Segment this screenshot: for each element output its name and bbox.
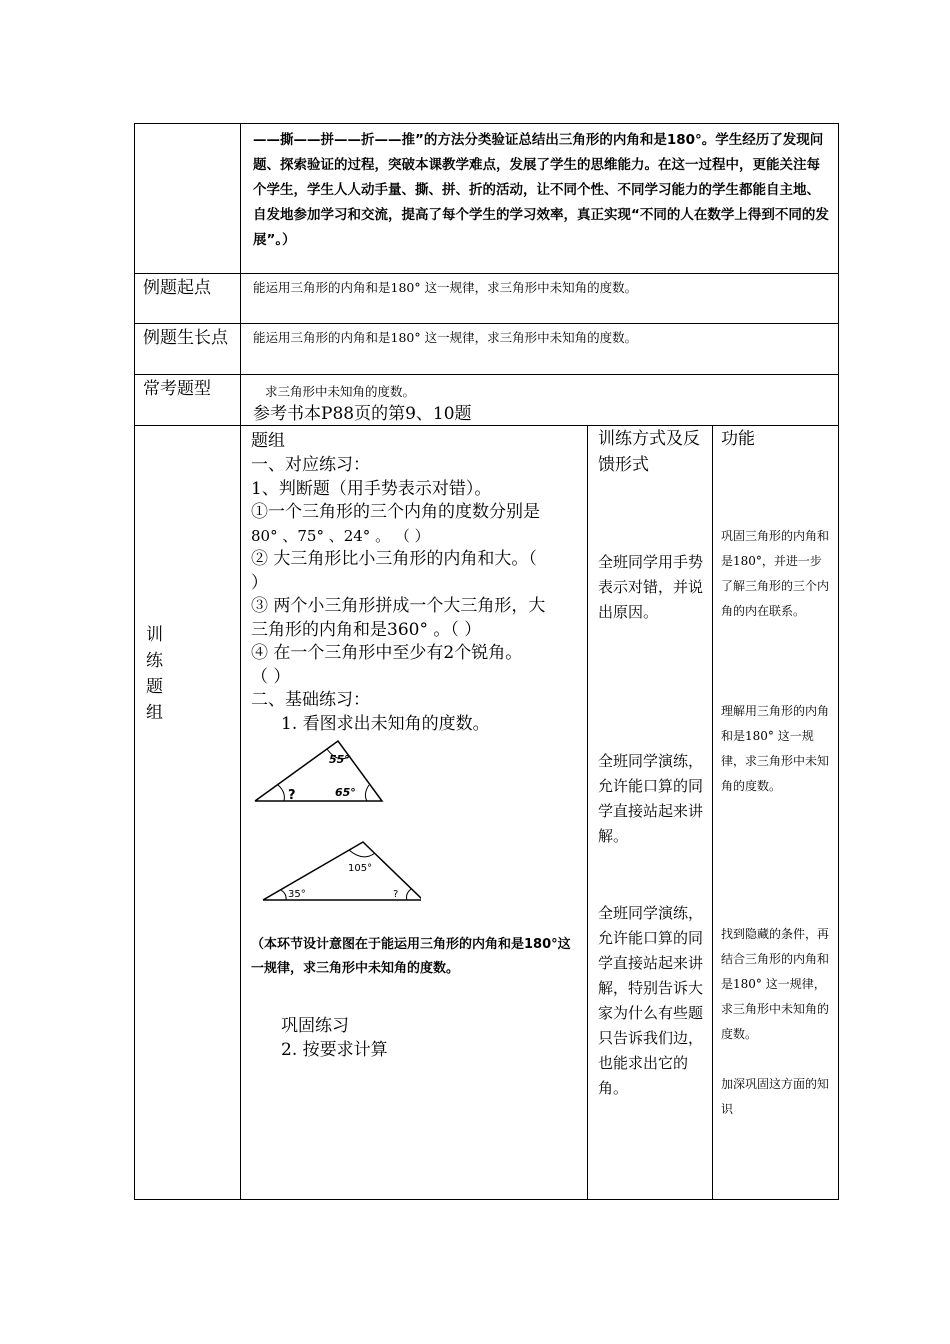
design-note: （本环节设计意图在于能运用三角形的内角和是180°这一规律，求三角形中未知角的度数。 — [251, 937, 571, 976]
triangle1-top-angle: 55° — [329, 753, 350, 766]
training-label-cell — [135, 426, 241, 1200]
common-type-ref: 参考书本P88页的第9、10题 — [253, 404, 472, 424]
function-3: 找到隐藏的条件，再结合三角形的内角和是180° 这一规律，求三角形中未知角的度数。 — [721, 927, 830, 1041]
example-growth-text: 能运用三角形的内角和是180° 这一规律，求三角形中未知角的度数。 — [241, 324, 839, 375]
method-3: 全班同学演练，允许能口算的同学直接站起来讲解，特别告诉大家为什么有些题只告诉我们边，也能求出它的角。 — [598, 904, 704, 1097]
exercise-line: ） — [251, 572, 268, 593]
method-header: 训练方式及反馈形式 — [598, 429, 700, 475]
exercise-line: 1、判断题（用手势表示对错）。 — [251, 478, 492, 499]
exercise-line: ①一个三角形的三个内角的度数分别是 — [251, 502, 540, 522]
function-2: 理解用三角形的内角和是180° 这一规律，求三角形中未知角的度数。 — [721, 704, 830, 793]
triangle-figure-2 — [251, 836, 421, 906]
row-example-start — [135, 274, 839, 324]
row-example-growth — [135, 324, 839, 375]
triangle1-right-angle: 65° — [335, 786, 356, 799]
exercise-cell — [241, 426, 588, 1200]
exercise-line: 二、基础练习： — [251, 690, 370, 710]
exercise-line: ② 大三角形比小三角形的内角和大。（ — [251, 549, 537, 569]
group-header: 题组 — [251, 431, 285, 451]
row-training — [135, 426, 839, 1200]
exercise-line: 80° 、75° 、24° 。 （ ） — [251, 526, 430, 545]
exercise-line: （ ） — [251, 666, 291, 687]
calc-label: 2. 按要求计算 — [281, 1039, 388, 1060]
exercise-line: ④ 在一个三角形中至少有2个锐角。 — [251, 643, 523, 663]
summary-label-cell — [135, 124, 241, 274]
row-common-type — [135, 375, 839, 426]
training-label: 训练题组 — [146, 625, 163, 723]
exercise-line: ③ 两个小三角形拼成一个大三角形，大 — [251, 596, 546, 616]
exercise-line: 一、对应练习： — [251, 455, 370, 475]
example-start-label: 例题起点 — [135, 274, 241, 324]
common-type-label: 常考题型 — [135, 375, 241, 426]
exercise-line: 1. 看图求出未知角的度数。 — [281, 713, 490, 734]
consolidate-label: 巩固练习 — [281, 1016, 349, 1036]
triangle2-left-angle: 35° — [288, 889, 306, 900]
example-growth-label: 例题生长点 — [135, 324, 241, 375]
exercise-line: 三角形的内角和是360° 。（ ） — [251, 619, 482, 640]
summary-text: ——撕——拼——折——推”的方法分类验证总结出三角形的内角和是180°。学生经历了发现问题、探索验证的过程，突破本课教学难点，发展了学生的思维能力。在这一过程中，更能关注每个学生，学生人人动手量、撕、拼、折的活动，让不同个性、不同学习能力的学生都能自主地、自发地参加学习和交流，提高了每个学生的学习效率，真正实现“不同的人在数学上得到不同的发展”。） — [241, 124, 839, 274]
triangle2-right-angle: ? — [393, 889, 399, 900]
function-4: 加深巩固这方面的知识 — [721, 1077, 830, 1116]
triangle2-top-angle: 105° — [348, 863, 373, 874]
common-type-text: 求三角形中未知角的度数。 — [265, 384, 416, 399]
function-1: 巩固三角形的内角和是180°，并进一步了解三角形的三个内角的内在联系。 — [721, 529, 830, 618]
function-header: 功能 — [721, 429, 755, 449]
row-summary — [135, 124, 839, 274]
triangle1-left-angle: ? — [288, 788, 296, 803]
method-cell — [588, 426, 713, 1200]
method-2: 全班同学演练，允许能口算的同学直接站起来讲解。 — [598, 752, 704, 845]
triangle-figure-1 — [251, 736, 391, 806]
example-start-text: 能运用三角形的内角和是180° 这一规律，求三角形中未知角的度数。 — [241, 274, 839, 324]
function-cell — [713, 426, 839, 1200]
method-1: 全班同学用手势表示对错，并说出原因。 — [598, 553, 704, 621]
lesson-table — [134, 123, 839, 1200]
